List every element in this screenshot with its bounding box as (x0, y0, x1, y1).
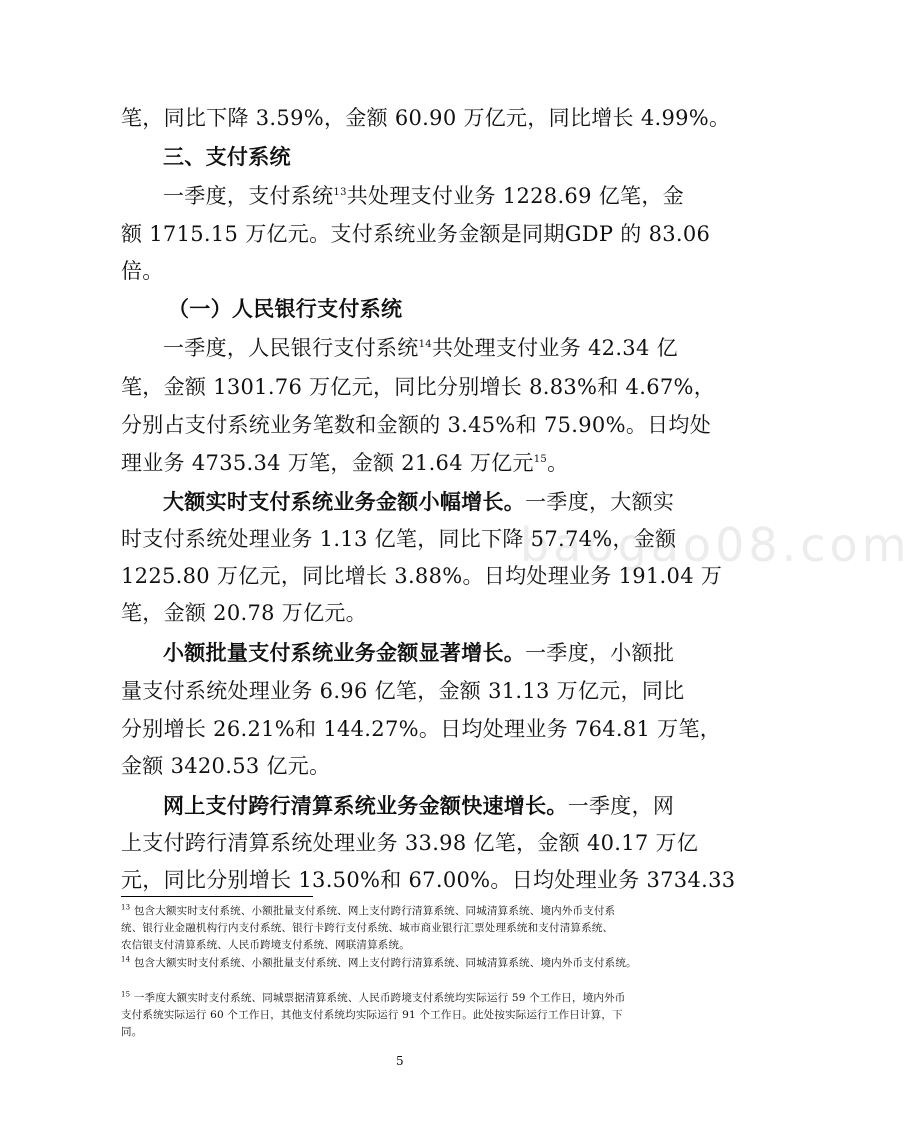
paragraph-lead: 大额实时支付系统业务金额小幅增长。 (163, 489, 526, 514)
body-line: 倍。 (121, 259, 164, 283)
footnote-13: $^{13}$ 包含大额实时支付系统、小额批量支付系统、网上支付跨行清算系统、同城清算系统、境内外币支付系 (121, 903, 616, 917)
body-line: 笔，同比下降 3.59%，金额 60.90 万亿元，同比增长 4.99%。 (121, 106, 731, 130)
body-line: 一季度，人民银行支付系统$^{14}$共处理支付业务 42.34 亿 (163, 336, 678, 360)
body-line: 上支付跨行清算系统处理业务 33.98 亿笔，金额 40.17 万亿 (121, 831, 699, 855)
footnote-number: 13 (121, 903, 131, 912)
footnote-ref: 14 (418, 339, 432, 350)
footnote-line: 农信银支付清算系统、人民币跨境支付系统、网联清算系统。 (121, 939, 410, 951)
body-line: 1225.80 万亿元，同比增长 3.88%。日均处理业务 191.04 万 (121, 564, 723, 588)
body-line: 网上支付跨行清算系统业务金额快速增长。一季度，网 (163, 793, 675, 818)
footnote-14: $^{14}$ 包含大额实时支付系统、小额批量支付系统、网上支付跨行清算系统、同城清算系统、境内外币支付系统。 (121, 955, 637, 969)
footnote-number: 15 (121, 990, 131, 999)
footnote-line: 支付系统实际运行 60 个工作日，其他支付系统均实际运行 91 个工作日。此处按实际运行工作日计算，下 (121, 1009, 623, 1021)
subsection-heading: （一）人民银行支付系统 (168, 296, 403, 321)
watermark: baogao08.com (520, 518, 910, 572)
body-line: 分别增长 26.21%和 144.27%。日均处理业务 764.81 万笔， (121, 717, 722, 741)
footnote-ref: 13 (333, 187, 347, 198)
footnote-divider (121, 896, 313, 897)
body-line: 量支付系统处理业务 6.96 亿笔，金额 31.13 万亿元，同比 (121, 679, 685, 703)
body-line: 分别占支付系统业务笔数和金额的 3.45%和 75.90%。日均处 (121, 413, 712, 437)
footnote-15: $^{15}$ 一季度大额实时支付系统、同城票据清算系统、人民币跨境支付系统均实际运行 59 个工作日，境内外币 (121, 990, 626, 1004)
body-line: 金额 3420.53 亿元。 (121, 754, 331, 778)
body-line: 时支付系统处理业务 1.13 亿笔，同比下降 57.74%，金额 (121, 527, 677, 551)
footnote-number: 14 (121, 955, 131, 964)
body-line: 额 1715.15 万亿元。支付系统业务金额是同期GDP 的 83.06 (121, 222, 711, 246)
body-line: 一季度，支付系统$^{13}$共处理支付业务 1228.69 亿笔，金 (163, 184, 684, 208)
page-number: 5 (396, 1054, 404, 1068)
body-line: 大额实时支付系统业务金额小幅增长。一季度，大额实 (163, 489, 675, 514)
body-line: 元，同比分别增长 13.50%和 67.00%。日均处理业务 3734.33 (121, 868, 736, 892)
body-line: 理业务 4735.34 万笔，金额 21.64 万亿元$^{15}$。 (121, 451, 569, 475)
footnote-ref: 15 (533, 454, 548, 465)
footnote-line: 统、银行业金融机构行内支付系统、银行卡跨行支付系统、城市商业银行汇票处理系统和支付清算系统、 (121, 922, 614, 934)
body-line: 小额批量支付系统业务金额显著增长。一季度，小额批 (163, 640, 675, 665)
body-line: 笔，金额 20.78 万亿元。 (121, 601, 367, 625)
body-line: 笔，金额 1301.76 万亿元，同比分别增长 8.83%和 4.67%， (121, 375, 716, 399)
section-heading: 三、支付系统 (163, 144, 291, 169)
paragraph-lead: 小额批量支付系统业务金额显著增长。 (163, 640, 526, 665)
paragraph-lead: 网上支付跨行清算系统业务金额快速增长。 (163, 793, 568, 818)
footnote-line: 同。 (121, 1026, 143, 1038)
